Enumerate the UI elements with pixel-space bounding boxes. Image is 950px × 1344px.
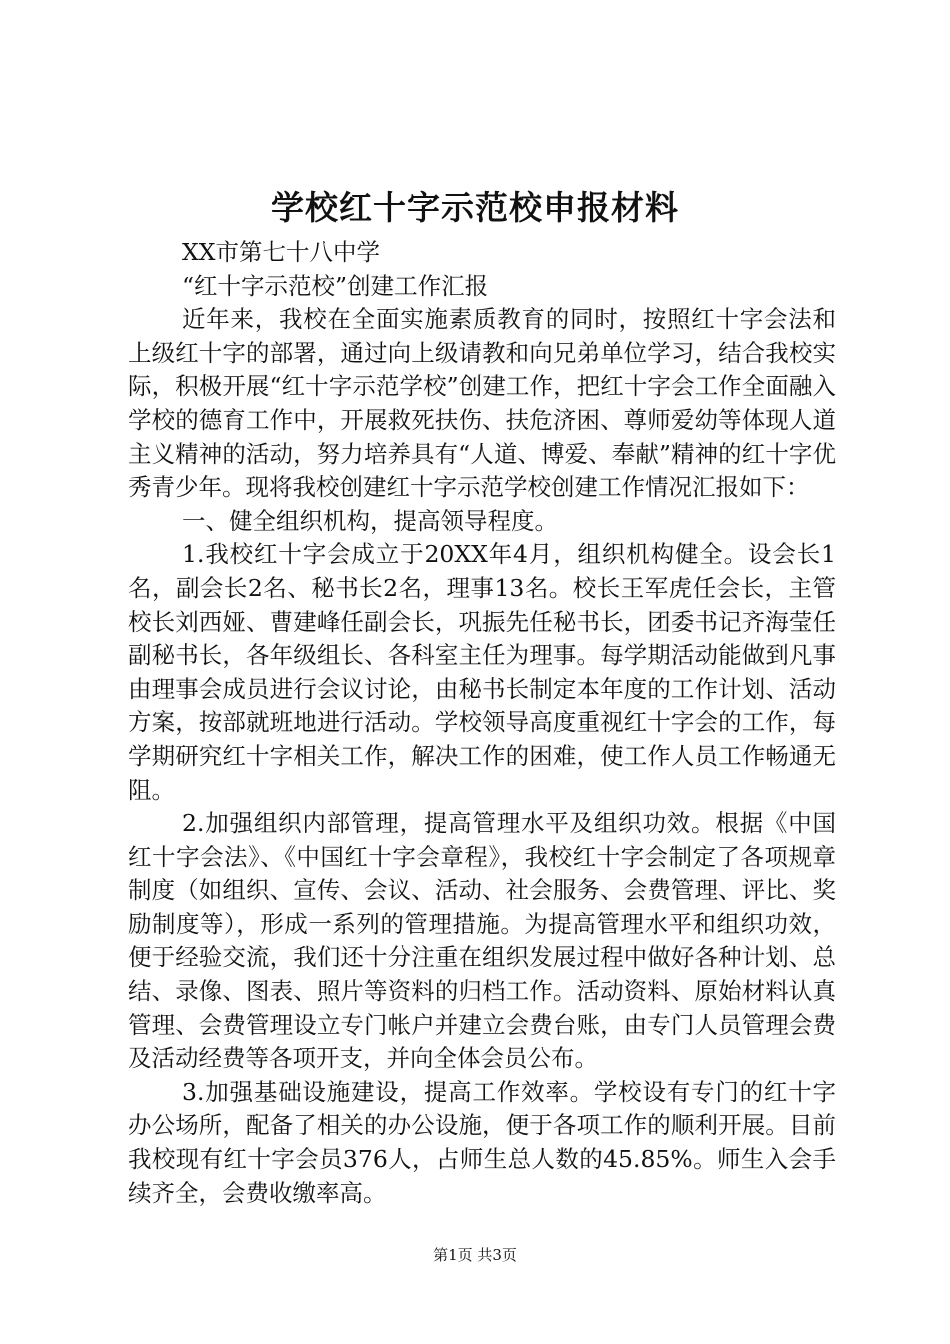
document-body [128, 236, 836, 1210]
document-title: 学校红十字示范校申报材料 [271, 188, 679, 227]
item-paragraph-2: 2.加强组织内部管理，提高管理水平及组织功效。根据《中国红十字会法》、《中国红十字会章程》，我校红十字会制定了各项规章制度（如组织、宣传、会议、活动、社会服务、会费管理、评比、奖励制度等），形成一系列的管理措施。为提高管理水平和组织功效，便于经验交流，我们还十分注重在组织发展过程中做好各种计划、总结、录像、图表、照片等资料的归档工作。活动资料、原始材料认真管理、会费管理设立专门帐户并建立会费台账，由专门人员管理会费及活动经费等各项开支，并向全体会员公布。 [128, 809, 836, 1073]
intro-paragraph: 近年来，我校在全面实施素质教育的同时，按照红十字会法和上级红十字的部署，通过向上级请教和向兄弟单位学习，结合我校实际，积极开展“红十字示范学校”创建工作，把红十字会工作全面融入学校的德育工作中，开展救死扶伤、扶危济困、尊师爱幼等体现人道主义精神的活动，努力培养具有“人道、博爱、奉献”精神的红十字优秀青少年。现将我校创建红十字示范学校创建工作情况汇报如下： [128, 305, 836, 502]
report-subtitle-line: “红十字示范校”创建工作汇报 [182, 271, 489, 300]
section-heading-1: 一、健全组织机构，提高领导程度。 [182, 506, 559, 535]
school-name-line: XX市第七十八中学 [182, 238, 381, 266]
page-footer: 第1页 共3页 [433, 1246, 517, 1264]
item-paragraph-3: 3.加强基础设施建设，提高工作效率。学校设有专门的红十字办公场所，配备了相关的办公设施，便于各项工作的顺利开展。目前我校现有红十字会员376人，占师生总人数的45.85%。师生入会手续齐全，会费收缴率高。 [128, 1077, 836, 1207]
item-paragraph-1: 1.我校红十字会成立于20XX年4月，组织机构健全。设会长1名，副会长2名、秘书长2名，理事13名。校长王军虎任会长，主管校长刘西娅、曹建峰任副会长，巩振先任秘书长，团委书记齐海莹任副秘书长，各年级组长、各科室主任为理事。每学期活动能做到凡事由理事会成员进行会议讨论，由秘书长制定本年度的工作计划、活动方案，按部就班地进行活动。学校领导高度重视红十字会的工作，每学期研究红十字相关工作，解决工作的困难，使工作人员工作畅通无阻。 [128, 540, 836, 804]
